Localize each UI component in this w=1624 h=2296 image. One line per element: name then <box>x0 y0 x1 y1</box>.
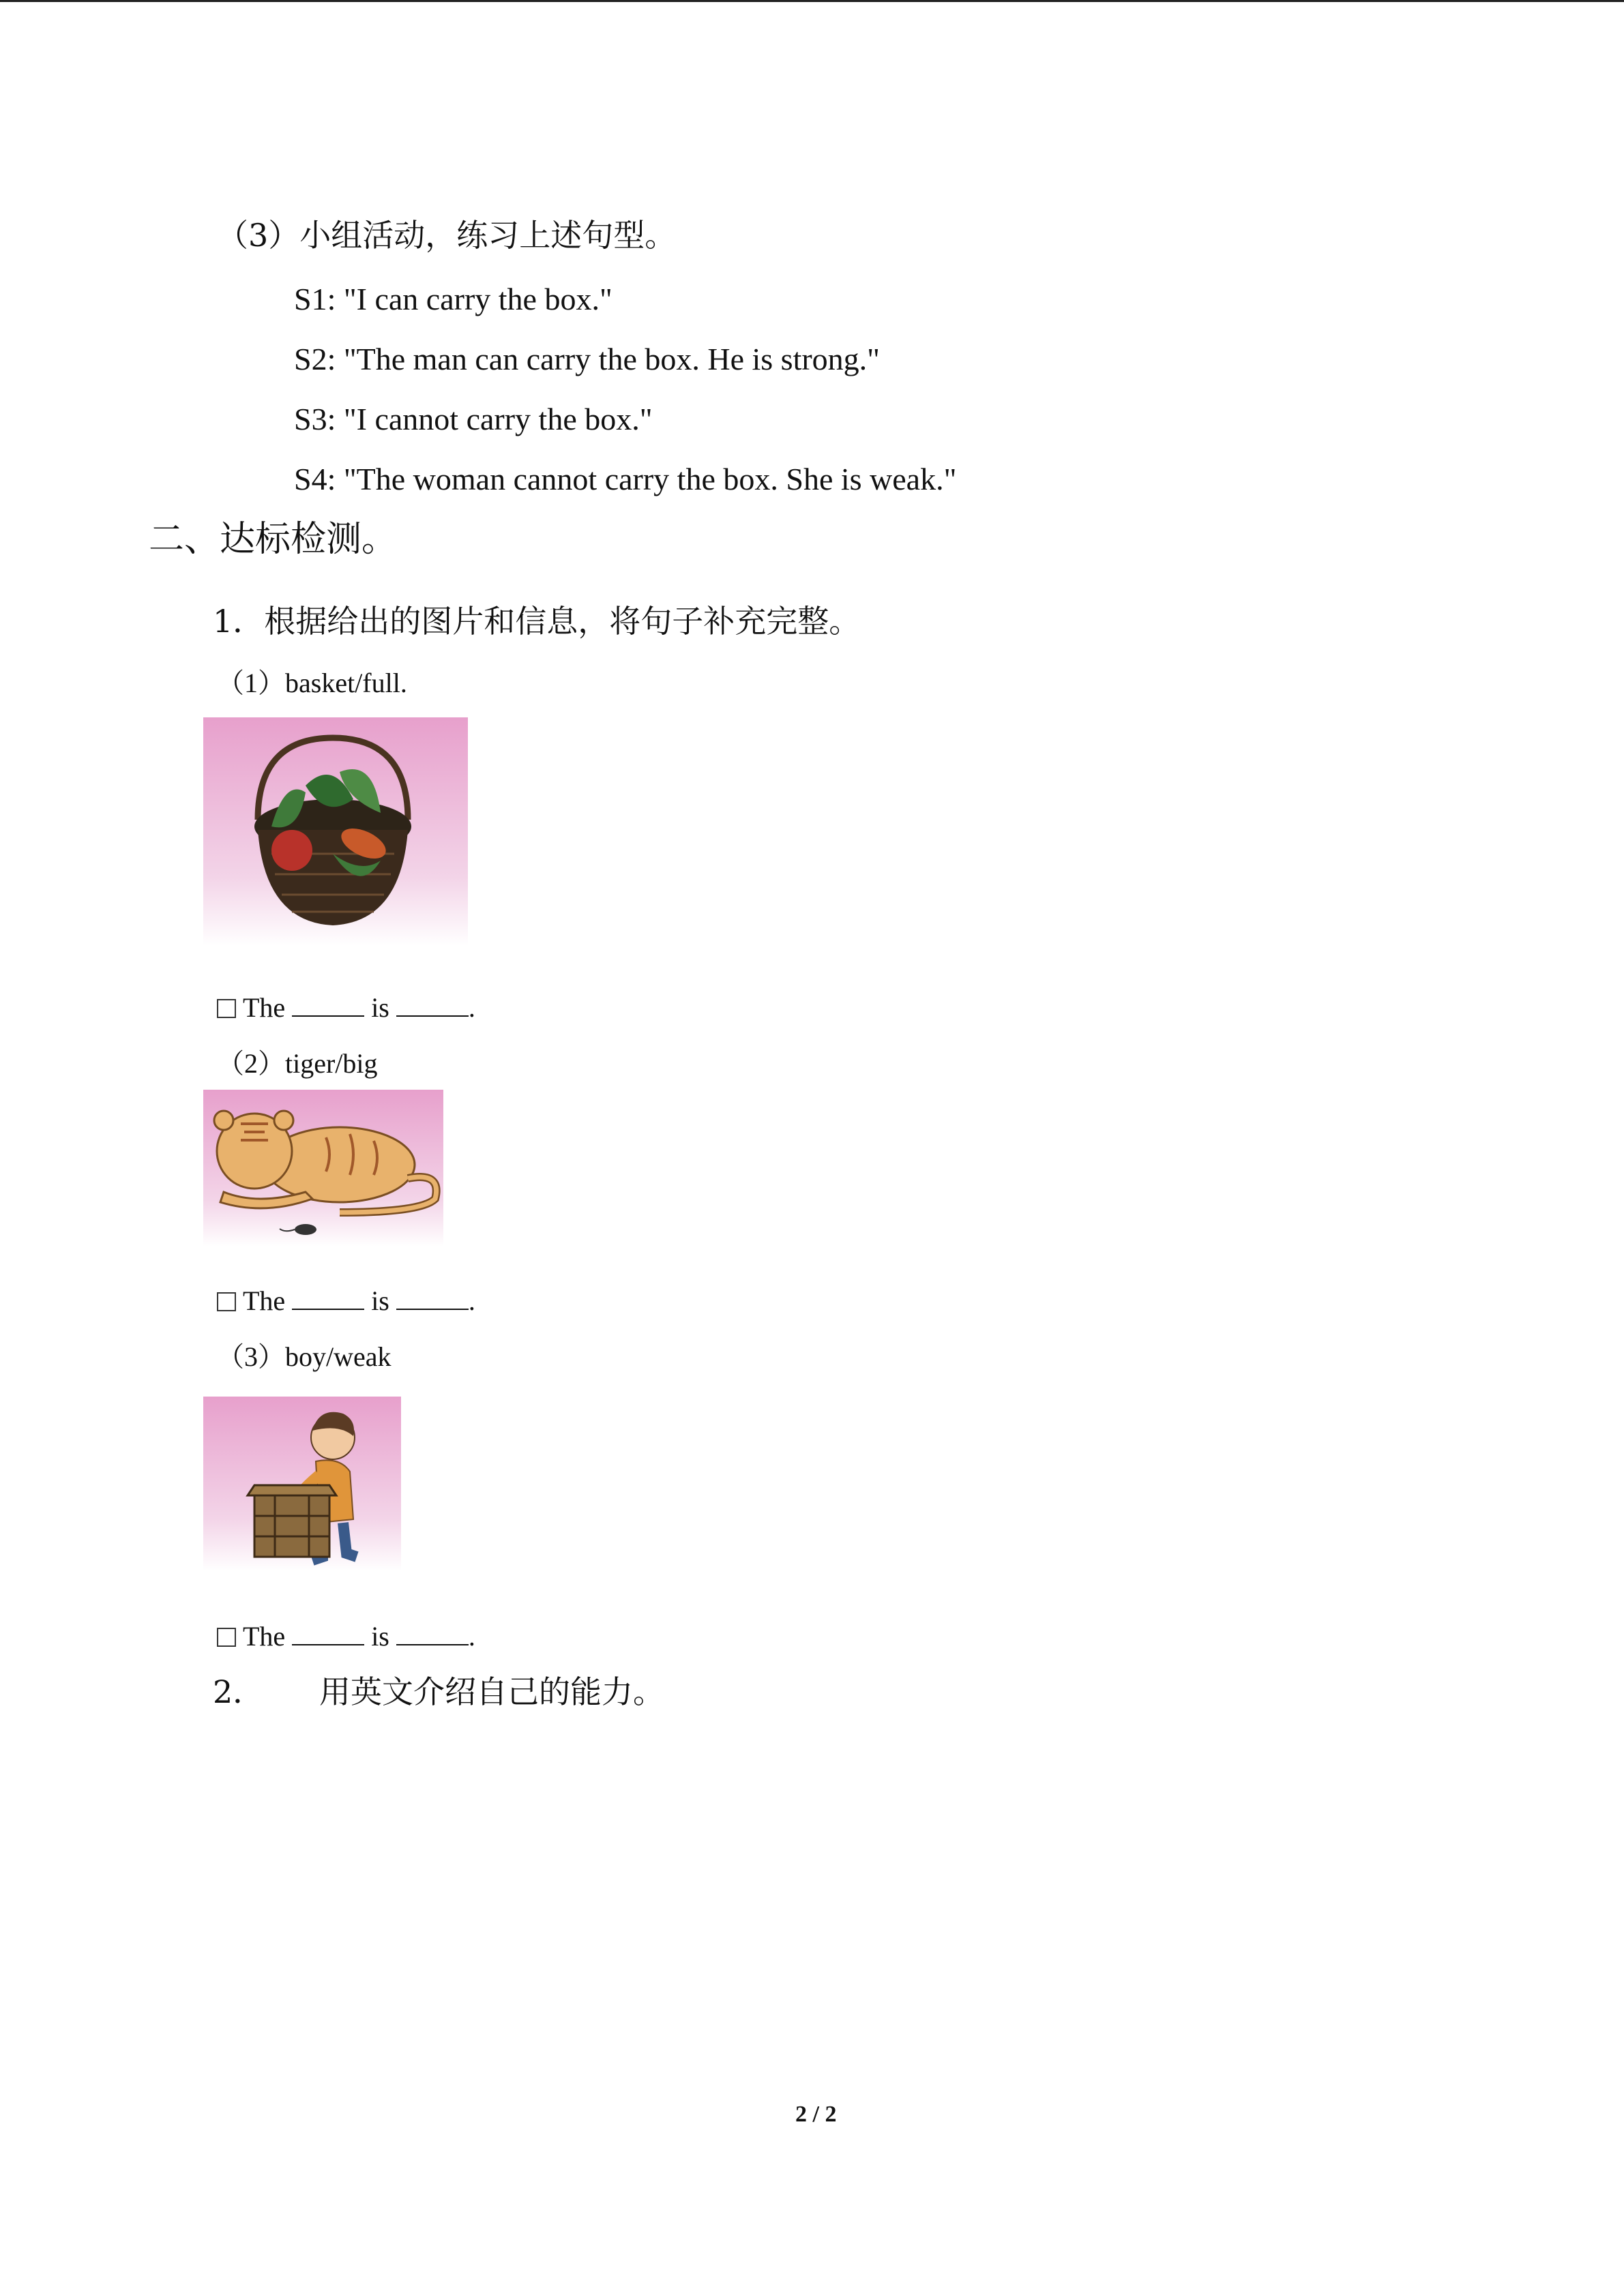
answer-blank-2[interactable] <box>396 995 469 1017</box>
answer-blank-1[interactable] <box>292 995 364 1017</box>
sentence-mid: is <box>371 1621 389 1652</box>
page-number: 2 / 2 <box>795 2102 837 2127</box>
answer-blank-1[interactable] <box>292 1624 364 1645</box>
sentence-end: . <box>468 1621 475 1652</box>
q2-number: 2． <box>213 1673 265 1710</box>
dialogue-line-s1: S1: "I can carry the box." <box>294 282 612 316</box>
tiger-picture <box>203 1090 443 1247</box>
activity-heading: （3）小组活动，练习上述句型。 <box>217 217 677 254</box>
checkbox-icon <box>217 1628 236 1647</box>
q1-instruction: 1．根据给出的图片和信息，将句子补充完整。 <box>213 603 861 640</box>
item2-sentence <box>217 1287 475 1315</box>
top-border <box>0 0 1624 2</box>
sentence-start: The <box>243 1621 286 1652</box>
sentence-end: . <box>468 1285 475 1316</box>
item1-label: （1）basket/full. <box>217 668 407 698</box>
boy-picture <box>203 1397 401 1571</box>
sentence-start: The <box>243 1285 286 1316</box>
sentence-end: . <box>468 992 475 1023</box>
checkbox-icon <box>217 999 236 1018</box>
answer-blank-1[interactable] <box>292 1288 364 1310</box>
dialogue-line-s2: S2: "The man can carry the box. He is strong." <box>294 342 880 376</box>
q2-text: 用英文介绍自己的能力。 <box>319 1673 664 1710</box>
item1-sentence <box>217 994 475 1022</box>
answer-blank-2[interactable] <box>396 1624 469 1645</box>
section-title: 二、达标检测。 <box>149 519 398 560</box>
answer-blank-2[interactable] <box>396 1288 469 1310</box>
basket-picture <box>203 717 468 946</box>
sentence-mid: is <box>371 992 389 1023</box>
checkbox-icon <box>217 1292 236 1311</box>
dialogue-line-s3: S3: "I cannot carry the box." <box>294 402 653 436</box>
item2-label: （2）tiger/big <box>217 1048 378 1079</box>
item3-label: （3）boy/weak <box>217 1341 392 1372</box>
sentence-mid: is <box>371 1285 389 1316</box>
sentence-start: The <box>243 992 286 1023</box>
item3-sentence <box>217 1623 475 1650</box>
dialogue-line-s4: S4: "The woman cannot carry the box. She is weak." <box>294 462 957 496</box>
